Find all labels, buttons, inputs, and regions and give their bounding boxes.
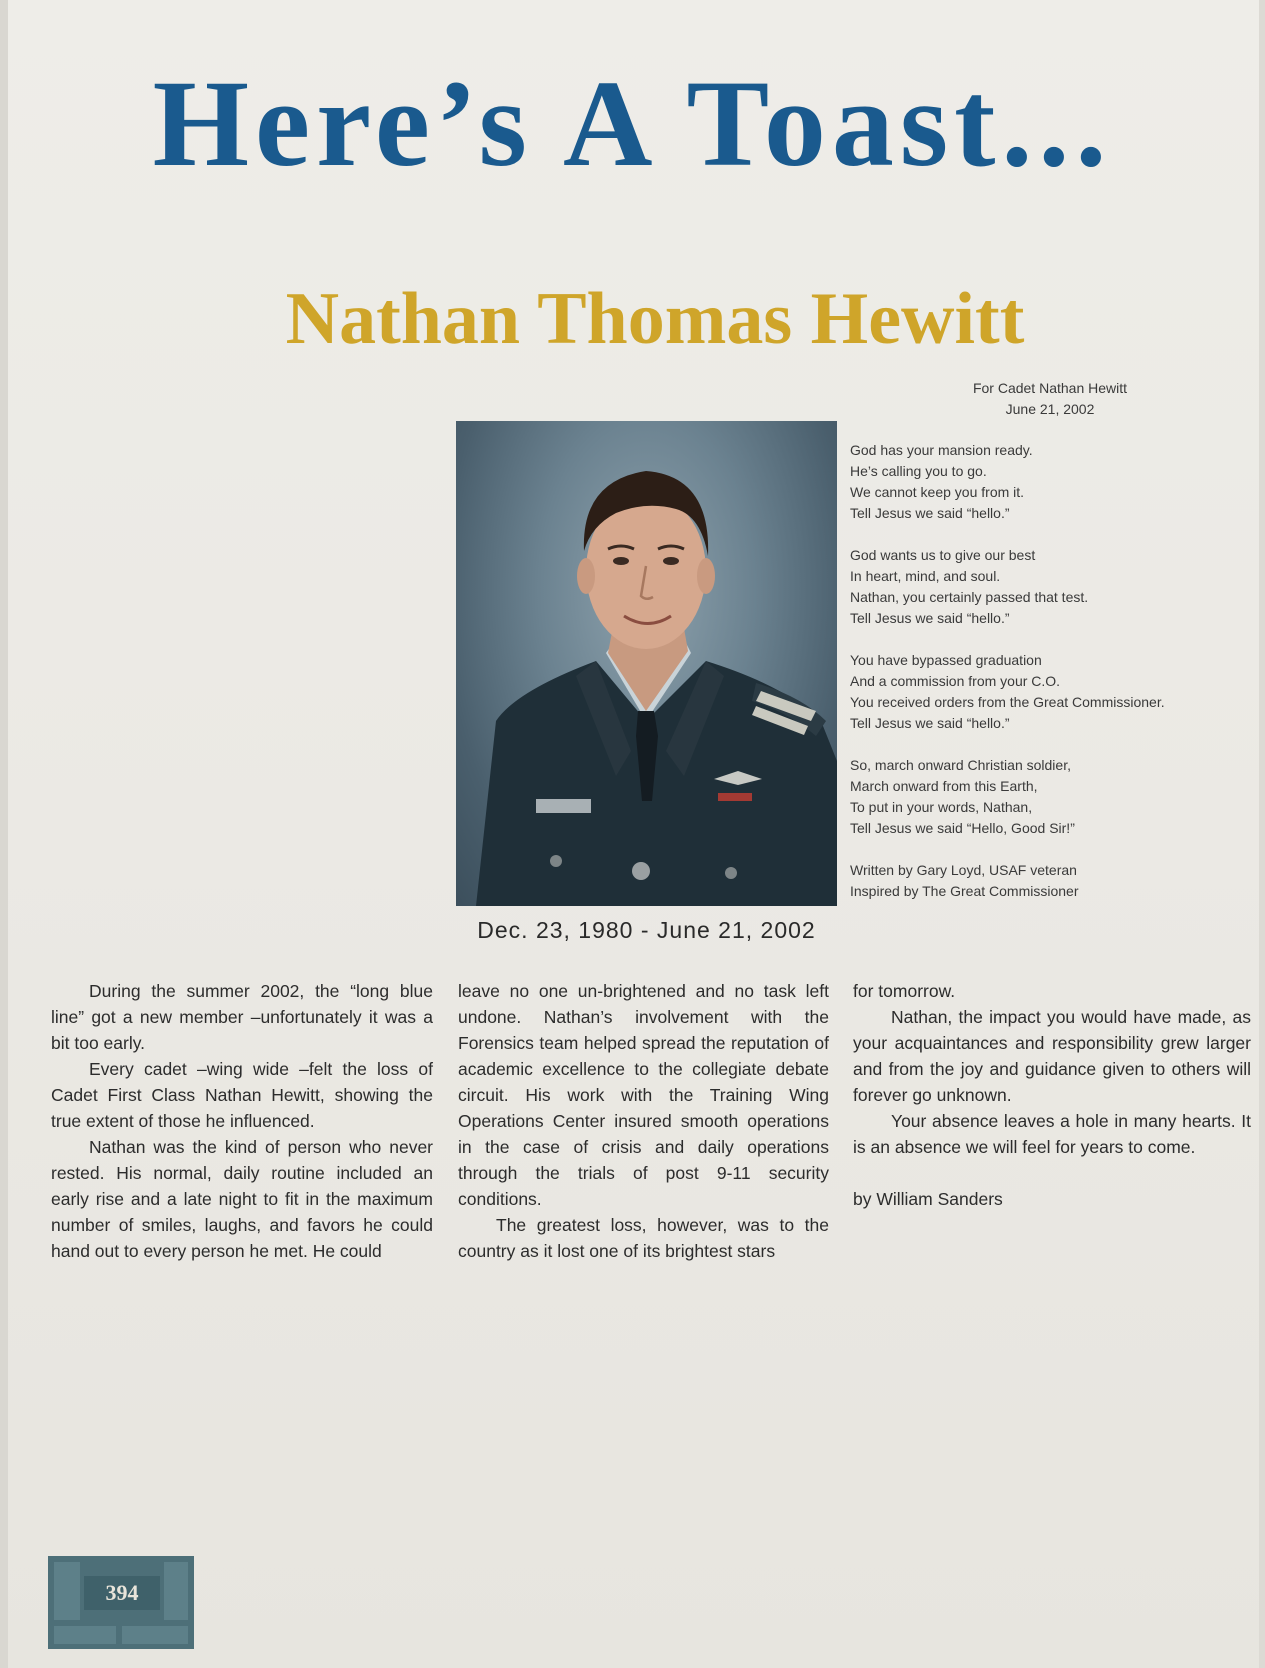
poem-line: He’s calling you to go. <box>850 463 987 479</box>
badge-tile <box>54 1626 116 1644</box>
page-title: Here’s A Toast... <box>152 55 1113 192</box>
page-number-badge <box>48 1556 194 1649</box>
article-paragraph: leave no one un-brightened and no task left undone. Nathan’s involvement with the Forensics team helped spread the reputation of academic excellence to the collegiate debate circuit. His work with the Training Wing Operations Center insured smooth operations in the case of crisis and daily operations through the trials of post 9-11 security conditions. <box>458 981 829 1209</box>
page-number: 394 <box>84 1576 160 1610</box>
article-column-1 <box>51 978 433 1264</box>
poem-line: March onward from this Earth, <box>850 778 1038 794</box>
article-paragraph: During the summer 2002, the “long blue line” got a new member –unfortunately it was a bit too early. <box>51 981 433 1053</box>
portrait-illustration <box>456 421 837 906</box>
poem-credit <box>850 860 1250 902</box>
badge-tile <box>122 1626 188 1644</box>
poem-stanza-1 <box>850 440 1250 524</box>
poem-stanza-2 <box>850 545 1250 629</box>
article-paragraph: Your absence leaves a hole in many hearts. It is an absence we will feel for years to come. <box>853 1111 1251 1157</box>
article-column-2 <box>458 978 829 1264</box>
poem-line: God wants us to give our best <box>850 547 1036 563</box>
poem-line: Tell Jesus we said “hello.” <box>850 610 1010 626</box>
poem-line: So, march onward Christian soldier, <box>850 757 1071 773</box>
badge-tile <box>54 1562 80 1620</box>
poem-line: In heart, mind, and soul. <box>850 568 1001 584</box>
poem-dedication <box>940 378 1160 420</box>
poem-line: And a commission from your C.O. <box>850 673 1061 689</box>
poem-line: God has your mansion ready. <box>850 442 1033 458</box>
badge-tile <box>164 1562 188 1620</box>
article-paragraph: The greatest loss, however, was to the country as it lost one of its brightest stars <box>458 1215 829 1261</box>
article-paragraph: Nathan was the kind of person who never rested. His normal, daily routine included an early rise and a late night to fit in the maximum number of smiles, laughs, and favors he could hand out to every person he met. He could <box>51 1137 433 1261</box>
article-column-3 <box>853 978 1251 1212</box>
poem-stanza-3 <box>850 650 1250 734</box>
poem-line: You received orders from the Great Commissioner. <box>850 694 1165 710</box>
poem-line: Tell Jesus we said “Hello, Good Sir!” <box>850 820 1075 836</box>
poem-inspiration: Inspired by The Great Commissioner <box>850 883 1079 899</box>
poem-line: We cannot keep you from it. <box>850 484 1025 500</box>
article-byline: by William Sanders <box>853 1189 1003 1209</box>
poem-line: Tell Jesus we said “hello.” <box>850 715 1010 731</box>
memorial-name: Nathan Thomas Hewitt <box>285 278 1025 360</box>
poem-author: Written by Gary Loyd, USAF veteran <box>850 862 1077 878</box>
poem-line: You have bypassed graduation <box>850 652 1042 668</box>
poem-line: To put in your words, Nathan, <box>850 799 1033 815</box>
photo-caption: Dec. 23, 1980 - June 21, 2002 <box>477 917 816 943</box>
poem-dedication-line: For Cadet Nathan Hewitt <box>972 380 1128 396</box>
poem-line: Tell Jesus we said “hello.” <box>850 505 1010 521</box>
portrait-photo <box>456 421 837 906</box>
article-paragraph: for tomorrow. <box>853 981 956 1001</box>
page-edge-right <box>1259 0 1265 1668</box>
page-edge-left <box>0 0 8 1668</box>
poem-line: Nathan, you certainly passed that test. <box>850 589 1089 605</box>
poem-stanza-4 <box>850 755 1250 839</box>
poem <box>850 440 1250 923</box>
article-paragraph: Every cadet –wing wide –felt the loss of Cadet First Class Nathan Hewitt, showing the true extent of those he influenced. <box>51 1059 433 1131</box>
article-paragraph: Nathan, the impact you would have made, as your acquaintances and responsibility grew larger and from the joy and guidance given to others will forever go unknown. <box>853 1007 1251 1105</box>
poem-dedication-date: June 21, 2002 <box>1005 401 1095 417</box>
